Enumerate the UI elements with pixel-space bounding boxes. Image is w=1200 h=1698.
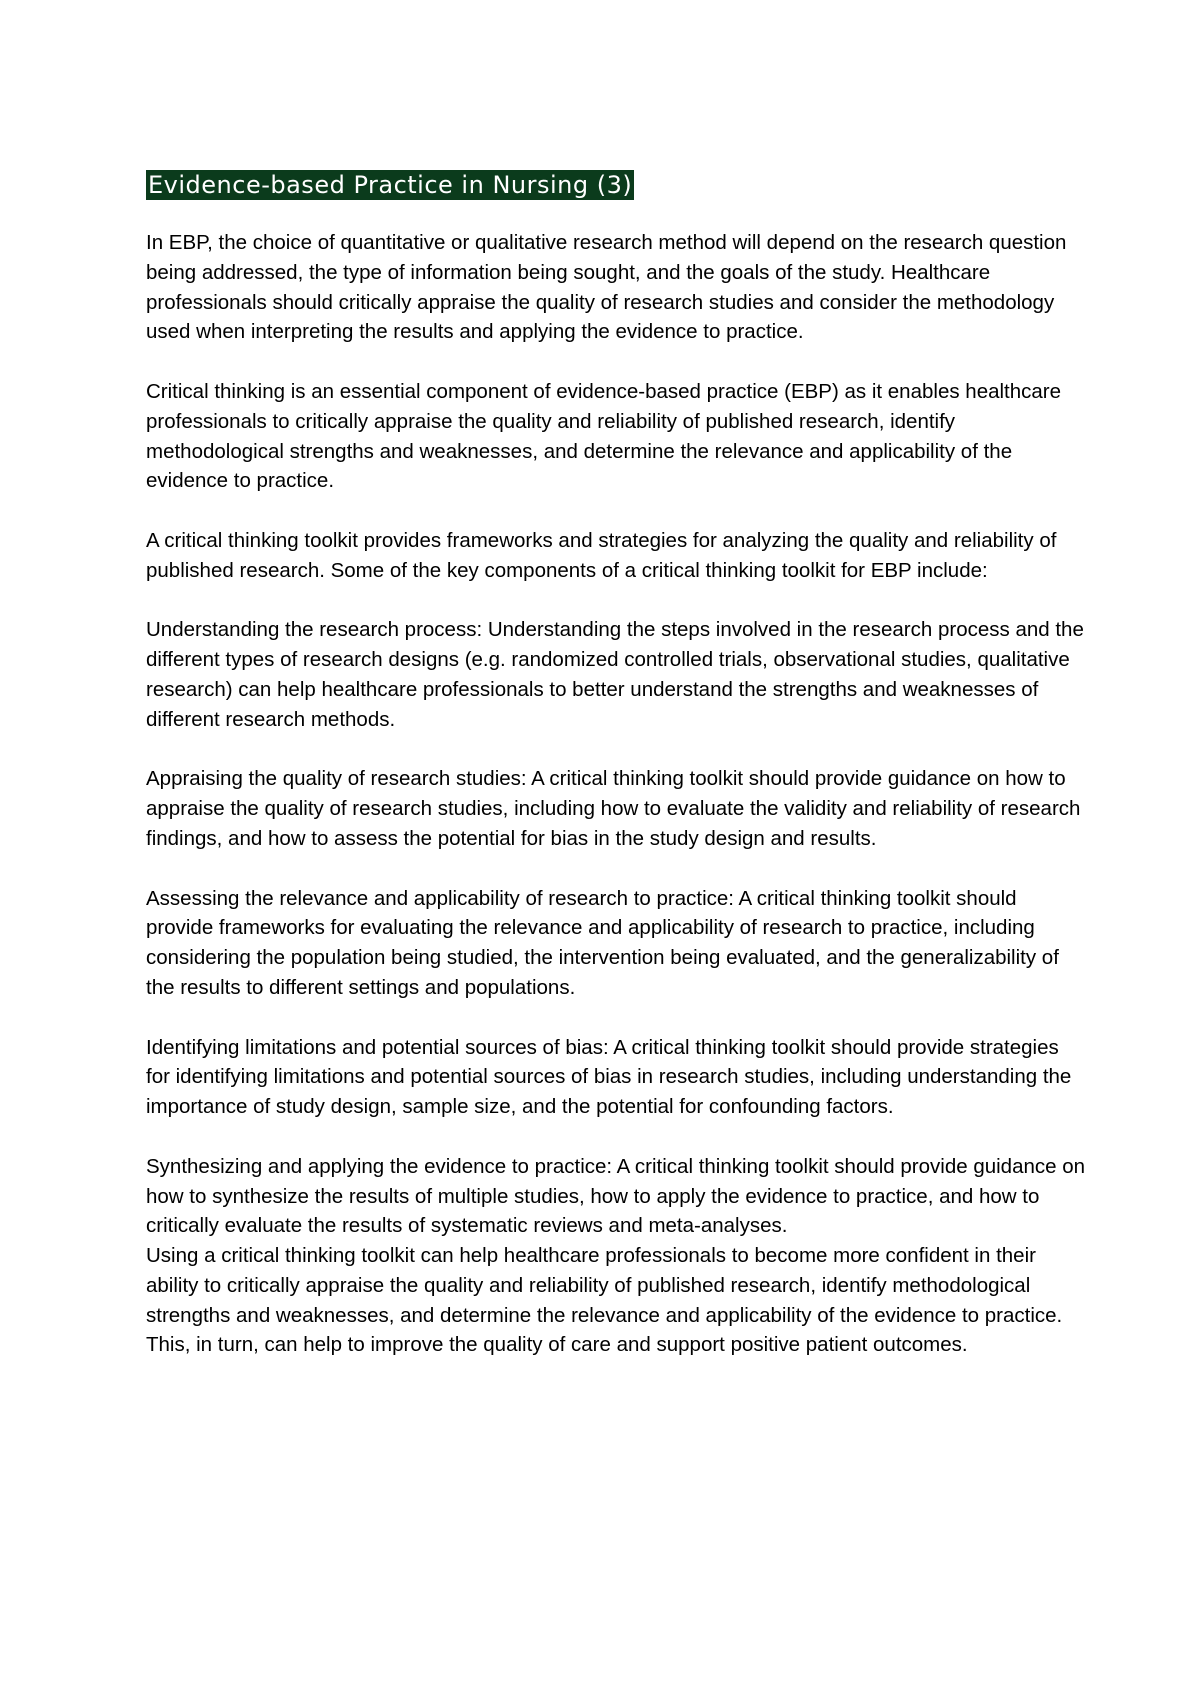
paragraph-toolkit-intro: A critical thinking toolkit provides frameworks and strategies for analyzing the quality and reliability of published research. Some of the key components of a critical thinking toolkit for EBP include: bbox=[146, 528, 1063, 582]
document-title: Evidence-based Practice in Nursing (3) bbox=[148, 171, 633, 199]
paragraph-using-toolkit: Using a critical thinking toolkit can help healthcare professionals to become more confident in their ability to critically appraise the quality and reliability of published research, identify methodological strengths and weaknesses, and determine the relevance and applicability of the evidence to practice. This, in turn, can help to improve the quality of care and support positive patient outcomes. bbox=[146, 1244, 1068, 1357]
paragraph-relevance-applicability: Assessing the relevance and applicability of research to practice: A critical thinking toolkit should provide frameworks for evaluating the relevance and applicability of research to practice, including considering the population being studied, the intervention being evaluated, and the generalizability of the results to different settings and populations. bbox=[146, 886, 1065, 999]
paragraph-limitations-bias: Identifying limitations and potential sources of bias: A critical thinking toolkit should provide strategies for identifying limitations and potential sources of bias in research studies, including understanding the importance of study design, sample size, and the potential for confounding factors. bbox=[146, 1035, 1078, 1119]
paragraph-synthesizing-evidence: Synthesizing and applying the evidence to practice: A critical thinking toolkit should provide guidance on how to synthesize the results of multiple studies, how to apply the evidence to practice, and how to critically evaluate the results of systematic reviews and meta-analyses. bbox=[146, 1154, 1091, 1238]
paragraph-critical-thinking: Critical thinking is an essential component of evidence-based practice (EBP) as it enables healthcare professionals to critically appraise the quality and reliability of published research, identify methodological strengths and weaknesses, and determine the relevance and applicability of the evidence to practice. bbox=[146, 379, 1067, 493]
paragraph-research-process: Understanding the research process: Understanding the steps involved in the research process and the different types of research designs (e.g. randomized controlled trials, observational studies, qualitative research) can help healthcare professionals to better understand the strengths and weaknesses of different research methods. bbox=[146, 618, 1090, 731]
paragraph-ebp-methods: In EBP, the choice of quantitative or qualitative research method will depend on the research question being addressed, the type of information being sought, and the goals of the study. Healthcare professionals should critically appraise the quality of research studies and consider the methodology used when interpreting the results and applying the evidence to practice. bbox=[146, 231, 1073, 344]
document-body bbox=[146, 170, 1091, 1360]
paragraph-appraising-quality: Appraising the quality of research studies: A critical thinking toolkit should provide guidance on how to appraise the quality of research studies, including how to evaluate the validity and reliability of research findings, and how to assess the potential for bias in the study design and results. bbox=[146, 767, 1087, 850]
